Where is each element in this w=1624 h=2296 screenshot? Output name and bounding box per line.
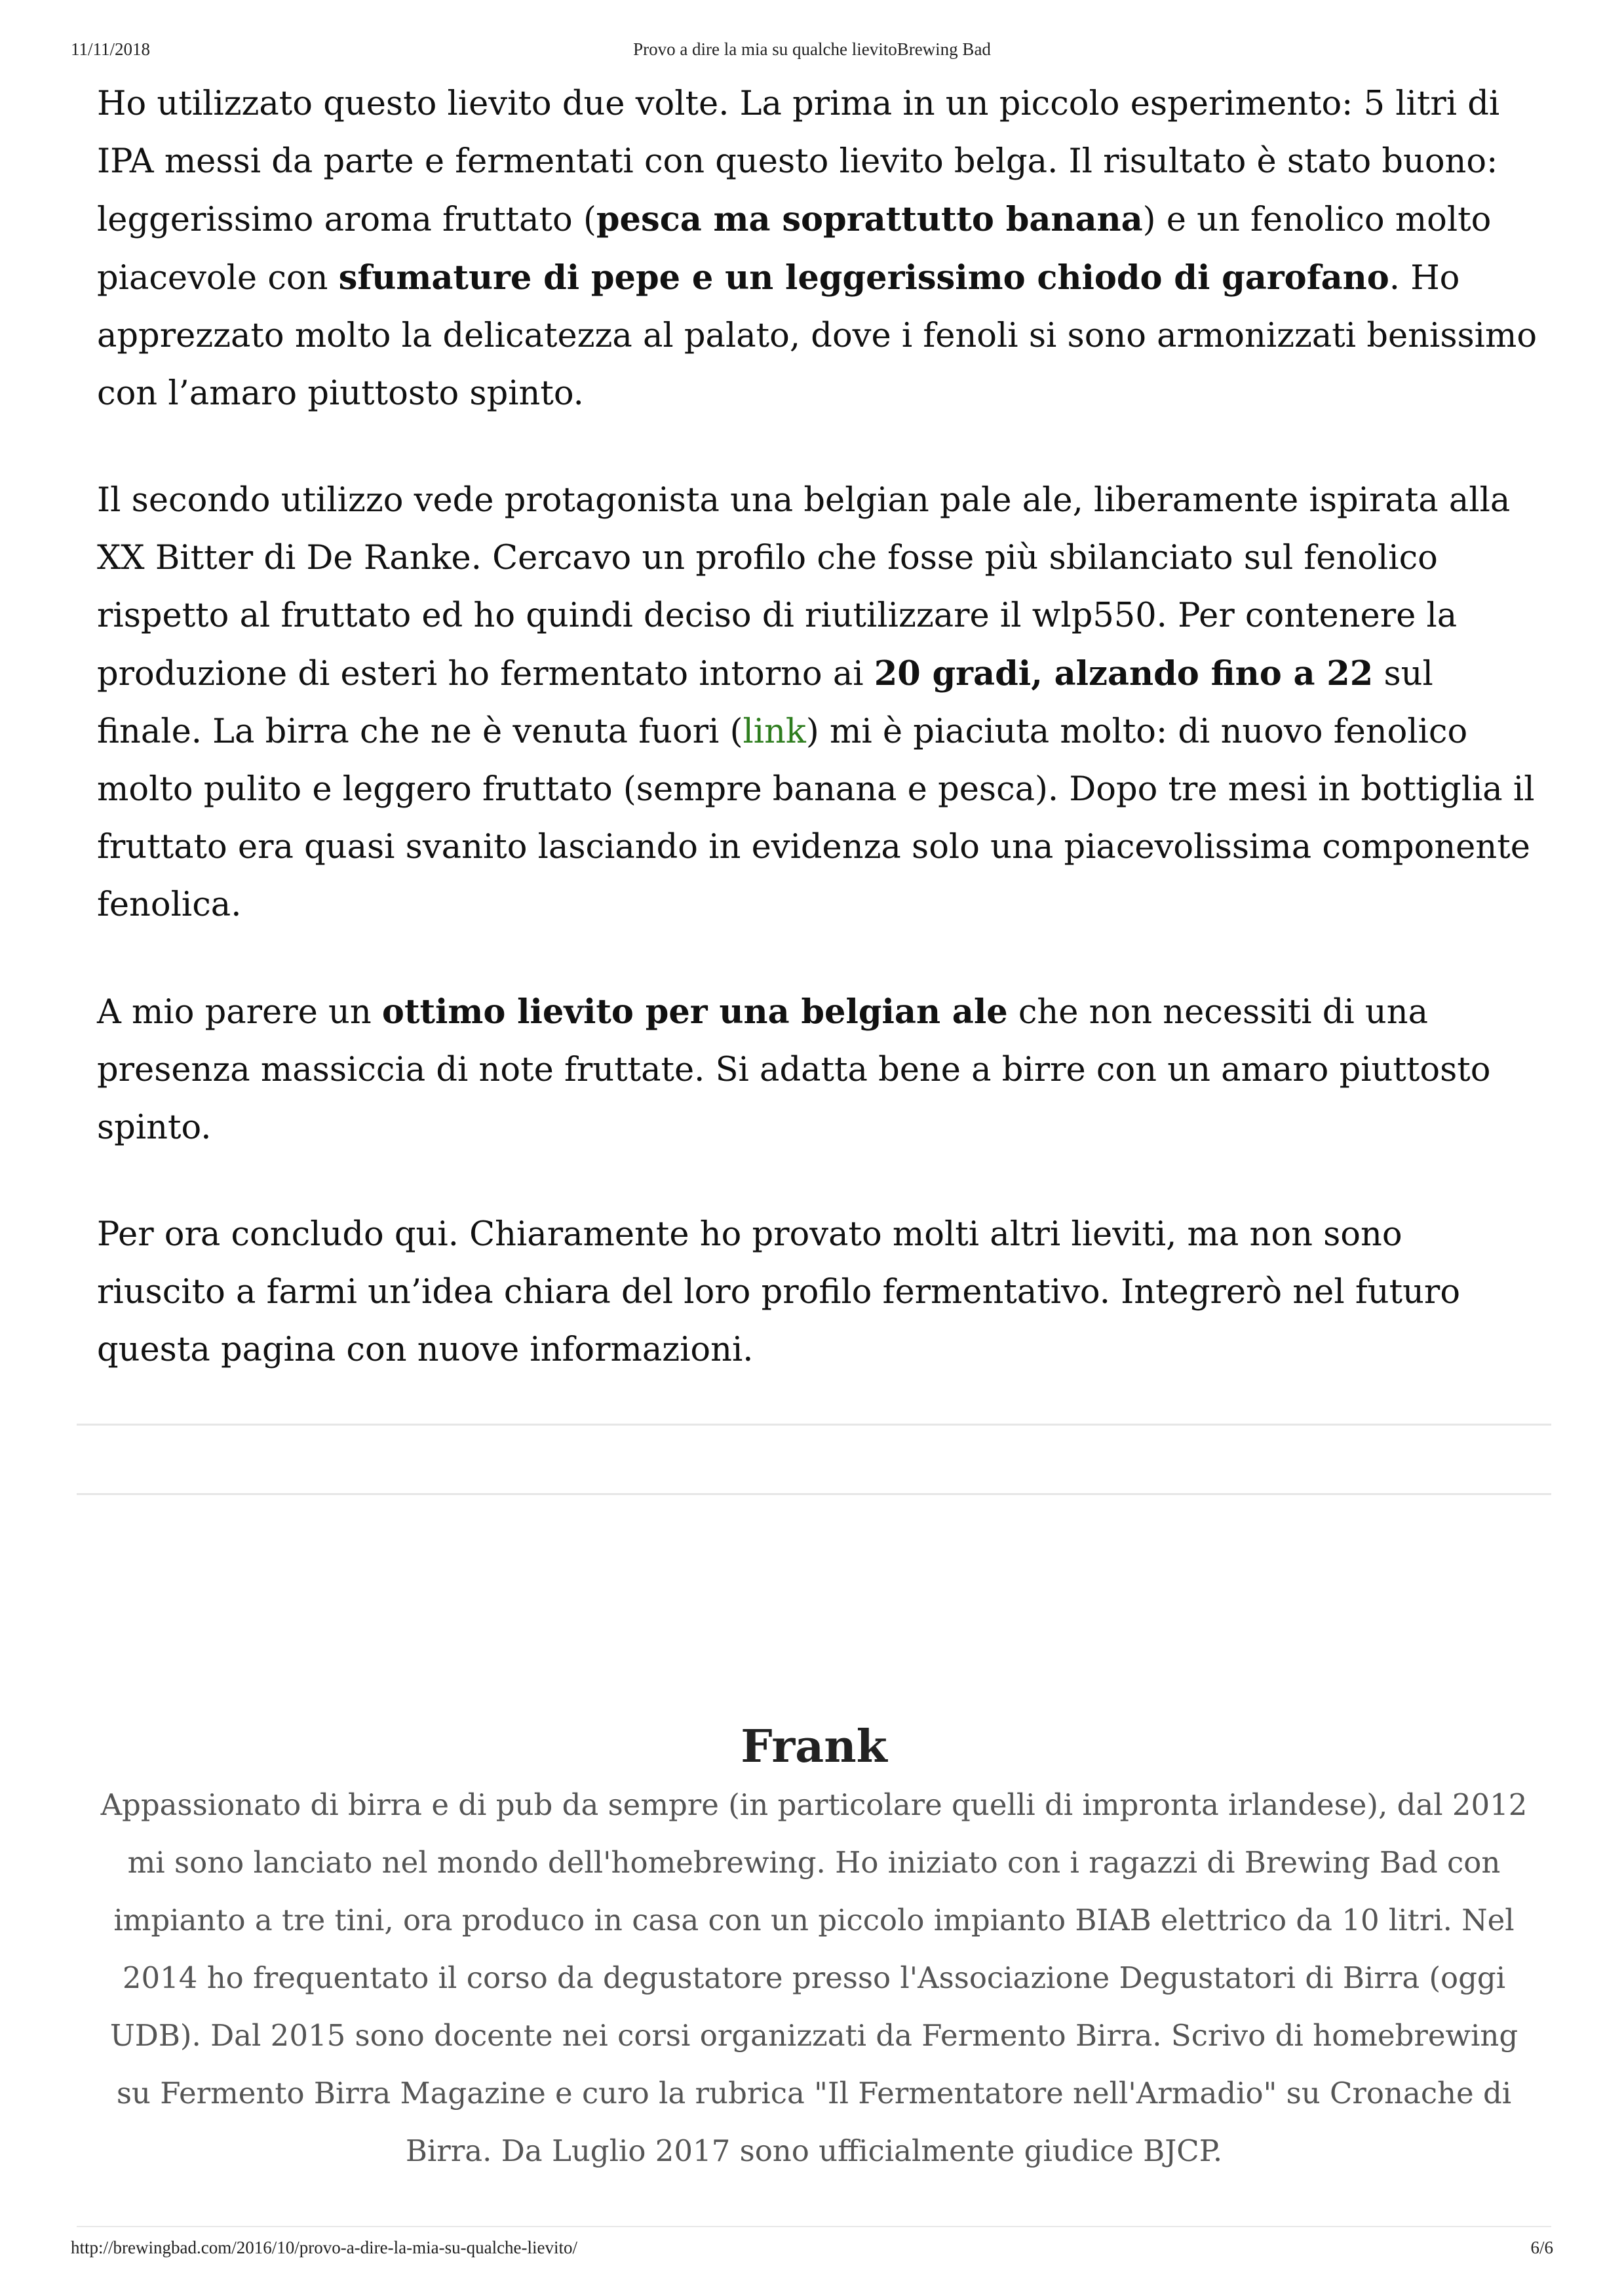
divider-top [77, 1424, 1551, 1426]
bold-text: sfumature di pepe e un leggerissimo chiodo di garofano [338, 258, 1389, 298]
beer-link[interactable]: link [743, 712, 806, 751]
article-paragraph-4 [97, 1206, 1539, 1379]
paragraph-text: ) e un fenolico molto piacevole con [97, 201, 1492, 298]
print-header-title: Provo a dire la mia su qualche lievitoBrewing Bad [633, 39, 991, 59]
article-paragraph-2 [97, 472, 1539, 934]
bold-text: ottimo lievito per una belgian ale [381, 992, 1008, 1032]
paragraph-text: Per ora concludo qui. Chiaramente ho provato molti altri lieviti, ma non sono riuscito a farmi un’idea chiara del loro profilo fermentativo. Integrerò nel futuro questa pagina con nuove informazioni. [97, 1215, 1461, 1369]
paragraph-text: A mio parere un [97, 993, 382, 1032]
print-footer-url: http://brewingbad.com/2016/10/provo-a-dire-la-mia-su-qualche-lievito/ [71, 2238, 578, 2257]
article-body [97, 75, 1539, 1428]
article-paragraph-3 [97, 983, 1539, 1157]
paragraph-text: sul finale. La birra che ne è venuta fuori ( [97, 655, 1433, 751]
divider-bottom [77, 1493, 1551, 1495]
paragraph-text: Ho utilizzato questo lievito due volte. La prima in un piccolo esperimento: 5 litri di IPA messi da parte e fermentati con questo lievito belga. Il risultato è stato buono: leggerissimo aroma fruttato ( [97, 85, 1500, 239]
print-header [0, 39, 1624, 66]
print-footer-page-number: 6/6 [1530, 2238, 1553, 2257]
print-footer [0, 2238, 1624, 2264]
author-name[interactable]: Frank [741, 1721, 887, 1773]
bold-text: pesca ma soprattutto banana [596, 200, 1143, 239]
paragraph-text: . Ho apprezzato molto la delicatezza al palato, dove i fenoli si sono armonizzati benissimo con l’amaro piuttosto spinto. [97, 259, 1537, 413]
author-bio: Appassionato di birra e di pub da sempre (in particolare quelli di impronta irlandese), dal 2012 mi sono lanciato nel mondo dell'homebrewing. Ho iniziato con i ragazzi di Brewing Bad con impianto a tre tini, ora produco in casa con un piccolo impianto BIAB elettrico da 10 litri. Nel 2014 ho frequentato il corso da degustatore presso l'Associazione Degustatori di Birra (oggi UDB). Dal 2015 sono docente nei corsi organizzati da Fermento Birra. Scrivo di homebrewing su Fermento Birra Magazine e curo la rubrica "Il Fermentatore nell'Armadio" su Cronache di Birra. Da Luglio 2017 sono ufficialmente giudice BJCP. [100, 1787, 1528, 2168]
footer-divider [77, 2226, 1551, 2227]
paragraph-text: ) mi è piaciuta molto: di nuovo fenolico molto pulito e leggero fruttato (sempre banana e pesca). Dopo tre mesi in bottiglia il fruttato era quasi svanito lasciando in evidenza solo una piacevolissima componente fenolica. [97, 712, 1535, 924]
article-paragraph-1 [97, 75, 1539, 423]
bold-text: 20 gradi, alzando fino a 22 [874, 654, 1374, 693]
paragraph-text: che non necessiti di una presenza massiccia di note fruttate. Si adatta bene a birre con un amaro piuttosto spinto. [97, 993, 1491, 1147]
author-box [77, 1717, 1551, 2180]
paragraph-text: Il secondo utilizzo vede protagonista una belgian pale ale, liberamente ispirata alla XX Bitter di De Ranke. Cercavo un profilo che fosse più sbilanciato sul fenolico rispetto al fruttato ed ho quindi deciso di riutilizzare il wlp550. Per contenere la produzione di esteri ho fermentato intorno ai [97, 481, 1511, 693]
print-header-date: 11/11/2018 [71, 39, 150, 59]
